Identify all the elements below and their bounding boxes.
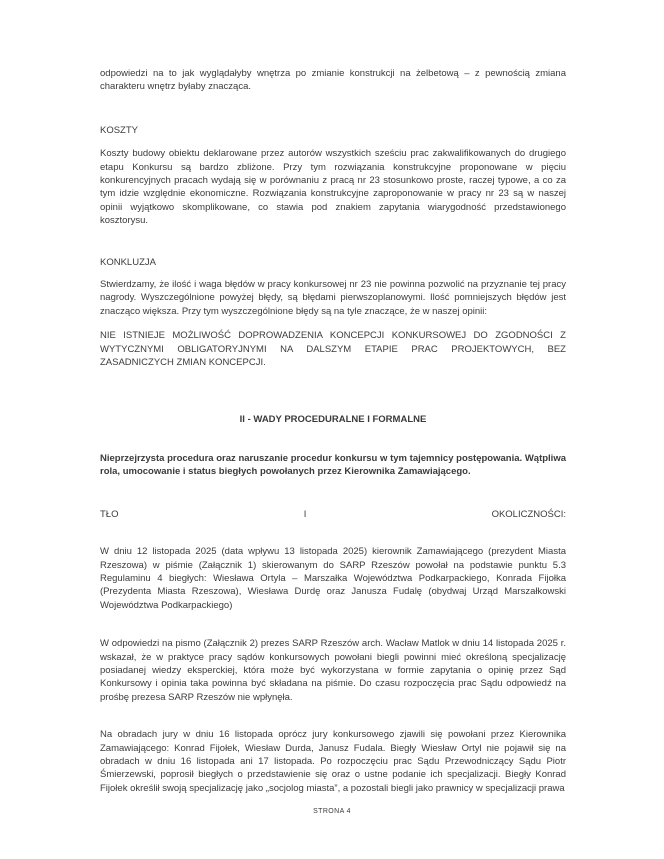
- costs-heading: KOSZTY: [100, 124, 139, 136]
- section2-lead-paragraph: Nieprzejrzysta procedura oraz naruszanie procedur konkursu w tym tajemnicy postępowania. Wątpliwa rola, umocowanie i status biegłych powołanych przez Kierownika Zamawiającego.: [100, 452, 566, 478]
- intro-paragraph: odpowiedzi na to jak wyglądałyby wnętrza po zmianie konstrukcji na żelbetową – z pewnością zmiana charakteru wnętrz byłaby znacząca.: [100, 68, 566, 93]
- background-and-circumstances-line: [100, 508, 566, 521]
- conclusion-paragraph: Stwierdzamy, że ilość i waga błędów w pracy konkursowej nr 23 nie powinna pozwolić na przyznanie tej pracy nagrody. Wyszczególnione powyżej błędy, są błędami pierwszoplanowymi. Ilość pomniejszych błędów jest znacząco większa. Przy tym wyszczególnione błędy są na tyle znaczące, że w naszej opinii:: [100, 279, 566, 317]
- background-line-right: OKOLICZNOŚCI:: [491, 508, 566, 520]
- conclusion-heading: KONKLUZJA: [100, 256, 156, 268]
- background-paragraph: W dniu 12 listopada 2025 (data wpływu 13 listopada 2025) kierownik Zamawiającego (prezydent Miasta Rzeszowa) w piśmie (Załącznik 1) skierowanym do SARP Rzeszów powołał na podstawie punktu 5.3 Regulaminu 4 biegłych: Wiesława Ortyla – Marszałka Województwa Podkarpackiego, Konrada Fijołka (Prezydenta Miasta Rzeszowa), Wiesława Durdę oraz Janusza Fudalę (obydwaj Urząd Marszałkowski Województwa Podkarpackiego): [100, 546, 566, 611]
- response-paragraph: W odpowiedzi na pismo (Załącznik 2) prezes SARP Rzeszów arch. Wacław Matlok w dniu 14 listopada 2025 r. wskazał, że w praktyce pracy sądów konkursowych powołani biegli powinni mieć określoną specjalizację posiadanej wiedzy eksperckiej, która może być wykorzystana w formie zapytania o opinię przez Sąd Konkursowy i opinia taka powinna być składana na piśmie. Do czasu rozpoczęcia prac Sądu odpowiedź na prośbę prezesa SARP Rzeszów nie wpłynęła.: [100, 638, 566, 703]
- caps-statement: NIE ISTNIEJE MOŻLIWOŚĆ DOPROWADZENIA KONCEPCJI KONKURSOWEJ DO ZGODNOŚCI Z WYTYCZNYMI OBLIGATORYJNYMI NA DALSZYM ETAPIE PRAC PROJEKTOWYCH, BEZ ZASADNICZYCH ZMIAN KONCEPCJI.: [100, 330, 566, 369]
- page-number-footer: STRONA 4: [313, 808, 351, 815]
- costs-paragraph: Koszty budowy obiektu deklarowane przez autorów wszystkich sześciu prac zakwalifikowanych do drugiego etapu Konkursu są bardzo zbliżone. Przy tym rozwiązania konstrukcyjne proponowane w pięciu konkurencyjnych pracach wydają się w porównaniu z pracą nr 23 stosunkowo proste, raczej typowe, a co za tym idzie względnie ekonomiczne. Rozwiązania konstrukcyjne zaproponowanie w pracy nr 23 są w naszej opinii wyjątkowo skomplikowane, co stawia pod znakiem zapytania wiarygodność przedstawionego kosztorysu.: [100, 148, 566, 227]
- background-line-middle: I: [303, 508, 307, 520]
- section2-heading: II - WADY PROCEDURALNE I FORMALNE: [239, 413, 427, 425]
- background-line-left: TŁO: [100, 508, 119, 520]
- document-content: [100, 67, 566, 795]
- jury-paragraph: Na obradach jury w dniu 16 listopada oprócz jury konkursowego zjawili się powołani przez Kierownika Zamawiającego: Konrad Fijołek, Wiesław Durda, Janusz Fudala. Biegły Wiesław Ortyl nie pojawił się na obradach w dniu 16 listopada ani 17 listopada. Po rozpoczęciu prac Sądu Przewodniczący Sądu Piotr Śmierzewski, poprosił biegłych o przedstawienie się oraz o ustne podanie ich specjalizacji. Biegły Konrad Fijołek określił swoją specjalizację jako „socjolog miasta”, a pozostali biegli jako prawnicy w specjalizacji prawa: [100, 729, 566, 794]
